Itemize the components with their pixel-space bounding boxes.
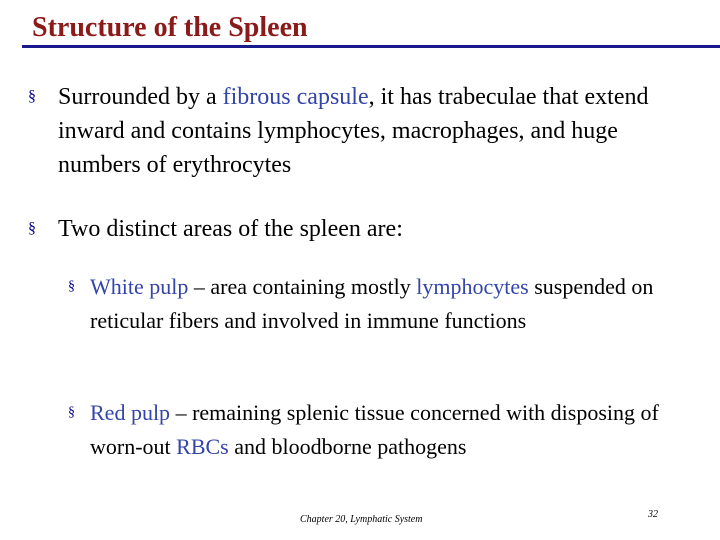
bullet-capsule [28,80,698,182]
term-lymphocytes: lymphocytes [416,274,529,299]
bullet-text-pre: Surrounded by a [58,84,223,110]
sub-bullet-marker-icon: § [68,279,75,294]
sub-bullet-white-pulp [68,270,690,338]
term-fibrous-capsule: fibrous capsule [222,84,369,110]
bullet-text-post: , it has trabeculae that extend inward and contains lymphocytes, macrophages, and huge numbers of erythrocytes [58,84,649,178]
sub-text-post: suspended on reticular fibers and involved in immune functions [90,274,654,333]
slide-footer: Chapter 20, Lymphatic System [300,514,423,525]
bullet-marker-icon: § [28,220,36,237]
bullet-marker-icon: § [28,88,36,105]
term-red-pulp: Red pulp [90,400,171,425]
slide-title: Structure of the Spleen [32,12,308,43]
sub-text-pre: – area containing mostly [188,274,417,299]
term-white-pulp: White pulp [90,274,189,299]
title-underline [22,45,720,48]
sub-text-post: and bloodborne pathogens [228,434,467,459]
term-rbcs: RBCs [176,434,229,459]
sub-text-pre: – remaining splenic tissue concerned with disposing of worn-out [90,400,659,459]
page-number: 32 [648,509,658,520]
sub-bullet-marker-icon: § [68,405,75,420]
sub-bullet-red-pulp [68,396,700,464]
bullet-text: Two distinct areas of the spleen are: [58,216,403,242]
bullet-two-areas [28,212,698,246]
